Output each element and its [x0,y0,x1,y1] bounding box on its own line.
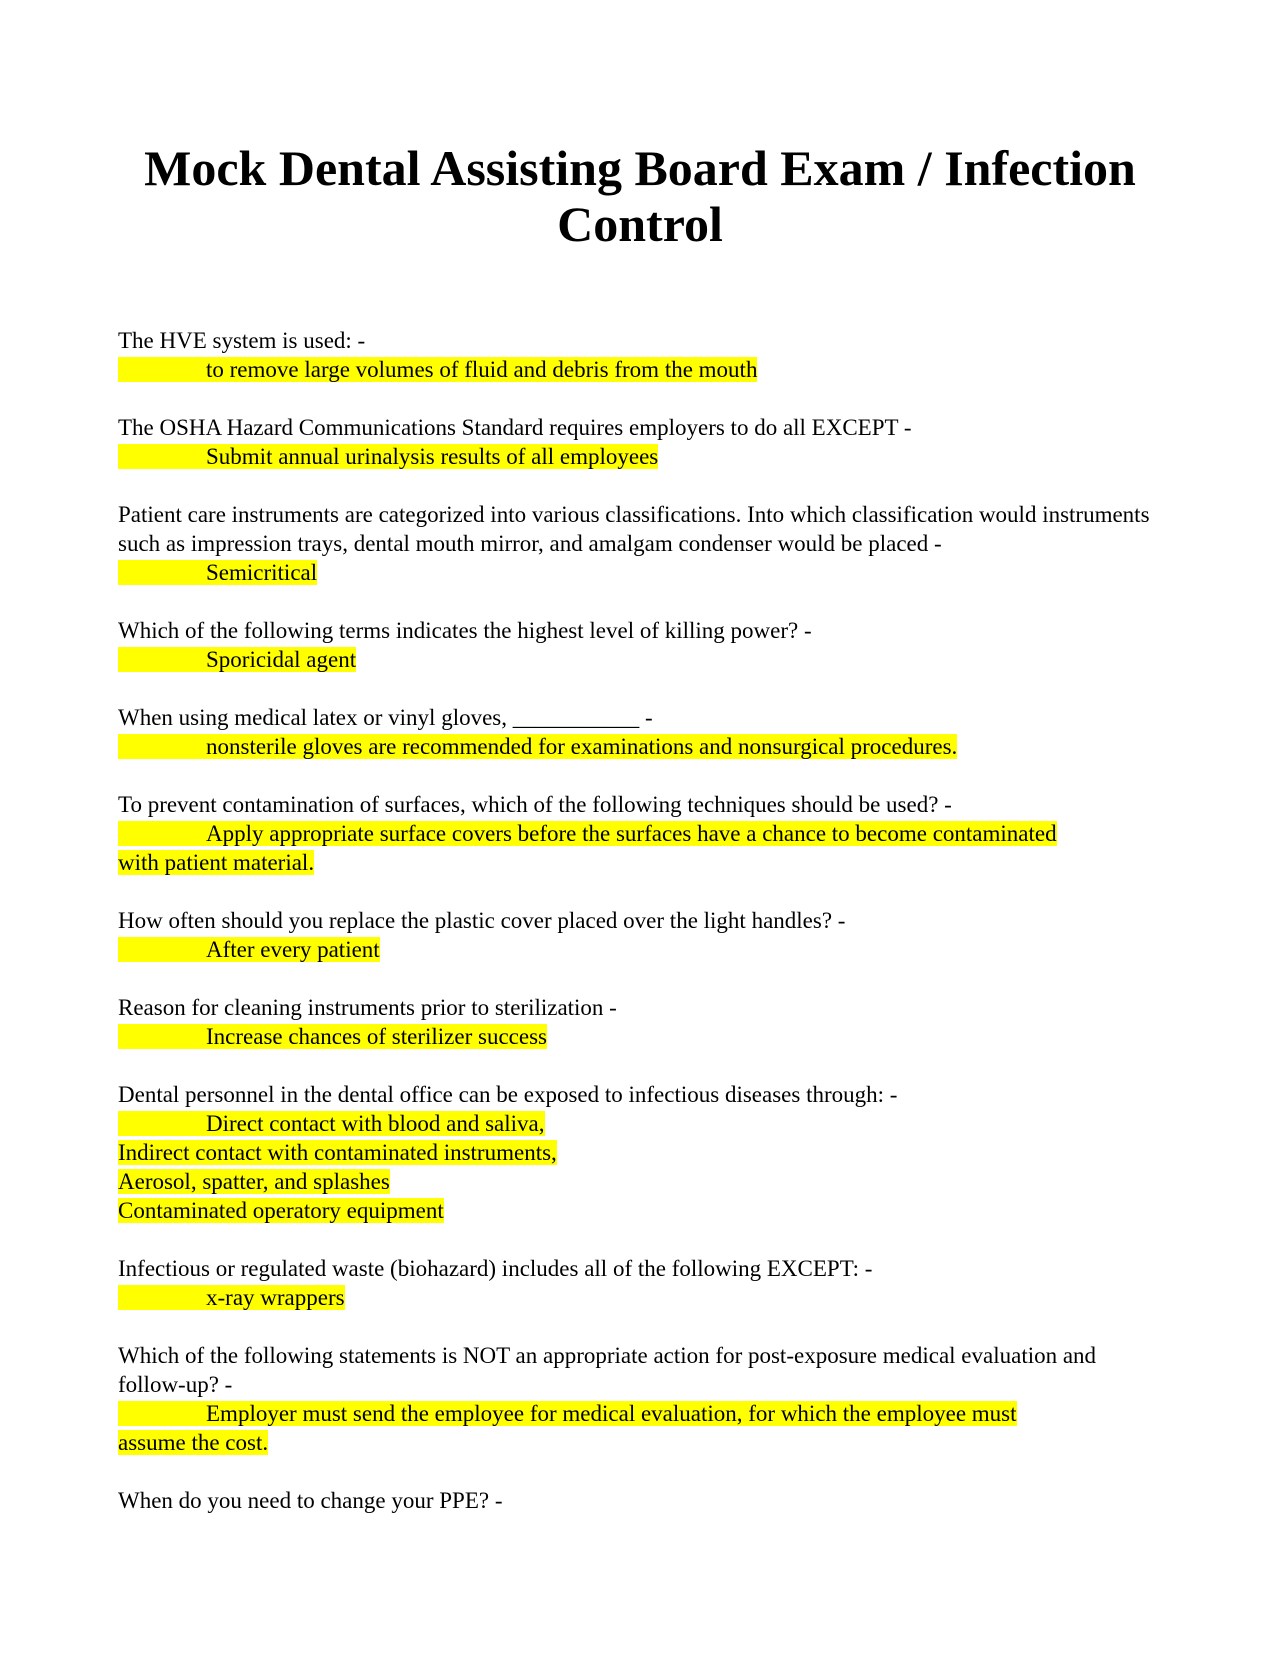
answer-line [118,355,1168,384]
qa-item [118,1254,1168,1312]
document-title [0,140,1280,252]
question-text: To prevent contamination of surfaces, which of the following techniques should be used? - [118,792,952,817]
answer-line [118,1109,1168,1138]
answer-line [118,1283,1168,1312]
question-text: Infectious or regulated waste (biohazard) includes all of the following EXCEPT: - [118,1256,873,1281]
highlighted-answer: Aerosol, spatter, and splashes [118,1169,390,1194]
highlighted-answer: to remove large volumes of fluid and debris from the mouth [118,357,757,382]
highlighted-answer: Contaminated operatory equipment [118,1198,444,1223]
highlighted-answer: Indirect contact with contaminated instruments, [118,1140,557,1165]
question-text: The HVE system is used: - [118,328,366,353]
qa-item [118,500,1168,587]
highlighted-answer: Submit annual urinalysis results of all employees [118,444,658,469]
question-text: Which of the following statements is NOT an appropriate action for post-exposure medical evaluation and follow-up? - [118,1343,1102,1397]
question-text: Reason for cleaning instruments prior to sterilization - [118,995,617,1020]
answer-line [118,1167,1168,1196]
qa-item [118,1341,1168,1457]
qa-item [118,326,1168,384]
qa-item [118,616,1168,674]
answer-line [118,1399,1168,1428]
highlighted-answer: Employer must send the employee for medical evaluation, for which the employee must [118,1401,1017,1426]
title-line-1: Mock Dental Assisting Board Exam / Infection [144,140,1136,196]
question-text: When do you need to change your PPE? - [118,1488,503,1513]
answer-line [118,558,1168,587]
answer-line [118,732,1168,761]
highlighted-answer: After every patient [118,937,380,962]
answer-line [118,442,1168,471]
highlighted-answer: assume the cost. [118,1430,269,1455]
question-text: Dental personnel in the dental office can be exposed to infectious diseases through: - [118,1082,898,1107]
highlighted-answer: x-ray wrappers [118,1285,345,1310]
answer-line [118,645,1168,674]
qa-item [118,790,1168,877]
answer-line [118,848,1168,877]
highlighted-answer: Semicritical [118,560,317,585]
question-text: Patient care instruments are categorized into various classifications. Into which classification would instruments such as impression trays, dental mouth mirror, and amalgam condenser would be placed - [118,502,1156,556]
qa-item [118,703,1168,761]
highlighted-answer: nonsterile gloves are recommended for examinations and nonsurgical procedures. [118,734,957,759]
qa-item [118,413,1168,471]
highlighted-answer: Apply appropriate surface covers before the surfaces have a chance to become contaminated [118,821,1057,846]
qa-item [118,1080,1168,1225]
question-text: How often should you replace the plastic cover placed over the light handles? - [118,908,846,933]
answer-line [118,819,1168,848]
highlighted-answer: Direct contact with blood and saliva, [118,1111,545,1136]
answer-line [118,1022,1168,1051]
question-text: When using medical latex or vinyl gloves, ___________ - [118,705,653,730]
title-line-2: Control [557,196,723,252]
qa-item [118,1486,1168,1515]
answer-line [118,1196,1168,1225]
qa-item [118,993,1168,1051]
highlighted-answer: Sporicidal agent [118,647,356,672]
question-answer-list [118,326,1168,1544]
answer-line [118,1428,1168,1457]
qa-item [118,906,1168,964]
highlighted-answer: with patient material. [118,850,315,875]
highlighted-answer: Increase chances of sterilizer success [118,1024,547,1049]
answer-line [118,935,1168,964]
question-text: The OSHA Hazard Communications Standard requires employers to do all EXCEPT - [118,415,912,440]
answer-line [118,1138,1168,1167]
question-text: Which of the following terms indicates the highest level of killing power? - [118,618,812,643]
